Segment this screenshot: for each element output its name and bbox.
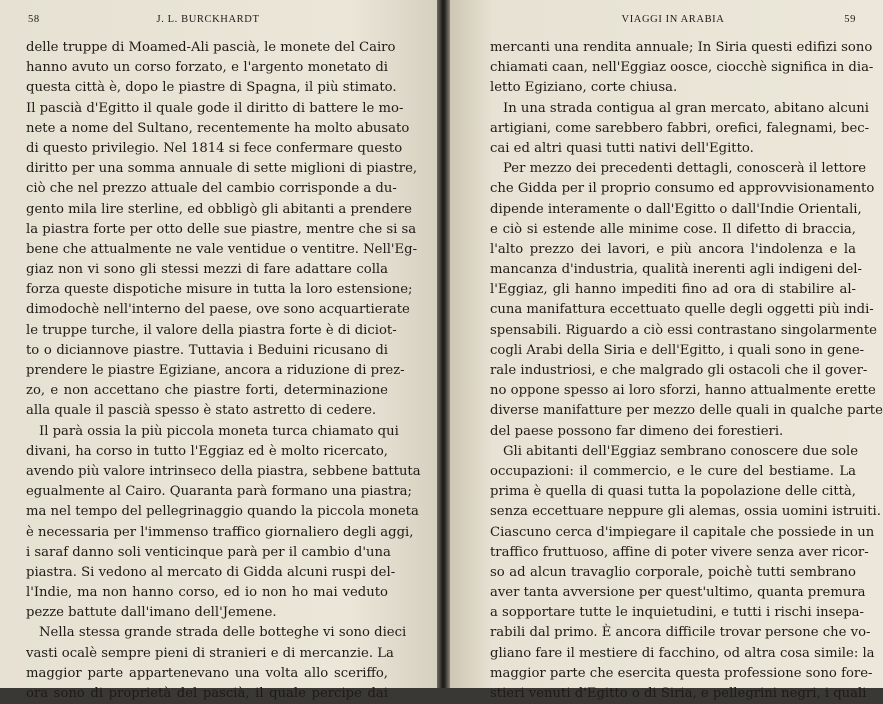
text-line: avendo più valore intrinseco della piastra, sebbene battuta: [26, 463, 421, 479]
text-line: Nella stessa grande strada delle botteghe vi sono dieci: [39, 625, 407, 641]
text-line: to o diciannove piastre. Tuttavia i Beduini ricusano di: [26, 342, 388, 358]
text-line: stieri venuti d'Egitto o di Siria, e pellegrini negri, i quali: [490, 686, 867, 701]
text-line: è necessaria per l'immenso traffico giornaliero degli aggi,: [26, 524, 414, 540]
left-text-block: [26, 38, 421, 704]
text-line: In una strada contigua al gran mercato, abitano alcuni: [503, 100, 870, 116]
text-line: senza eccettuare neppure gli alemas, ossia uomini istruiti.: [490, 504, 881, 520]
text-line: aver tanta avversione per quest'ultimo, quanta premura: [490, 585, 866, 601]
text-line: prendere le piastre Egiziane, ancora a riduzione di prez-: [26, 363, 405, 378]
text-line: chiamati caan, nell'Eggiaz oosce, ciocchè significa in dia-: [490, 60, 874, 76]
text-line: e ciò si estende alle minime cose. Il difetto di braccia,: [490, 221, 856, 237]
text-line: prima è quella di quasi tutta la popolazione delle città,: [490, 484, 856, 500]
text-line: questa città è, dopo le piastre di Spagna, il più stimato.: [26, 80, 397, 96]
text-line: vasti ocalè sempre pieni di stranieri e di mercanzie. La: [26, 645, 394, 661]
text-line: Il pascià d'Egitto il quale gode il diritto di battere le mo-: [26, 100, 404, 116]
text-line: divani, ha corso in tutto l'Eggiaz ed è molto ricercato,: [26, 443, 388, 459]
text-line: che Gidda per il proprio consumo ed approvvisionamento: [490, 181, 875, 197]
text-line: del paese possono far dimeno dei forestieri.: [490, 423, 784, 439]
text-line: piastra. Si vedono al mercato di Gidda alcuni ruspi del-: [26, 564, 396, 580]
text-line: di questo privilegio. Nel 1814 si fece confermare questo: [26, 140, 403, 156]
text-line: gento mila lire sterline, ed obbligò gli abitanti a prendere: [26, 201, 412, 217]
text-line: hanno avuto un corso forzato, e l'argento monetato di: [26, 60, 388, 76]
text-line: rabili dal primo. È ancora difficile trovar persone che vo-: [490, 625, 871, 641]
text-line: a sopportare tutte le inquietudini, e tutti i rischi insepa-: [490, 605, 864, 621]
text-line: so ad alcun travaglio corporale, poichè tutti sembrano: [490, 564, 856, 580]
text-line: dipende interamente o dall'Egitto o dall'Indie Orientali,: [490, 201, 862, 217]
text-line: le truppe turche, il valore della piastra forte è di diciot-: [26, 322, 397, 338]
text-line: mercanti una rendita annuale; In Siria questi edifizi sono: [490, 40, 873, 55]
text-line: traffico fruttuoso, affine di poter vivere senza aver ricor-: [490, 544, 869, 560]
left-page-number: 58: [28, 14, 40, 25]
left-page: [0, 0, 437, 701]
text-line: cuna manifattura eccettuato quelle degli oggetti più indi-: [490, 302, 874, 318]
text-line: diverse manifatture per mezzo delle quali in qualche parte: [490, 403, 883, 419]
text-line: artigiani, come sarebbero fabbri, orefici, falegnami, bec-: [490, 120, 870, 136]
text-line: no oppone spesso ai loro sforzi, hanno attualmente erette: [490, 383, 876, 399]
text-line: ora sono di proprietà del pascià, il quale percipe dai: [26, 686, 388, 701]
text-line: ma nel tempo del pellegrinaggio quando la piccola moneta: [26, 504, 419, 520]
text-line: delle truppe di Moamed-Ali pascià, le monete del Cairo: [26, 40, 396, 55]
text-line: spensabili. Riguardo a ciò essi contrastano singolarmente: [490, 322, 877, 338]
text-line: Per mezzo dei precedenti dettagli, conoscerà il lettore: [503, 161, 867, 177]
text-line: gliano fare il mestiere di facchino, od altra cosa simile: la: [490, 645, 875, 661]
text-line: l'alto prezzo dei lavori, e più ancora l'indolenza e la: [490, 241, 856, 257]
text-line: maggior parte che esercita questa professione sono fore-: [490, 665, 873, 681]
text-line: forza queste dispotiche misure in tutta la loro estensione;: [26, 282, 413, 298]
text-line: cai ed altri quasi tutti nativi dell'Egitto.: [490, 140, 754, 156]
text-line: l'Indie, ma non hanno corso, ed io non ho mai veduto: [26, 585, 388, 601]
text-line: rale industriosi, e che malgrado gli ostacoli che il gover-: [490, 363, 868, 378]
right-page-number: 59: [844, 14, 856, 25]
text-line: letto Egiziano, corte chiusa.: [490, 80, 678, 96]
text-line: nete a nome del Sultano, recentemente ha molto abusato: [26, 120, 410, 136]
text-line: diritto per una somma annuale di sette miglioni di piastre,: [26, 161, 418, 177]
text-line: l'Eggiaz, gli hanno impediti fino ad ora di stabilire al-: [490, 282, 856, 298]
text-line: giaz non vi sono gli stessi mezzi di fare adattare colla: [26, 262, 388, 278]
text-line: egualmente al Cairo. Quaranta parà formano una piastra;: [26, 484, 412, 500]
text-line: Ciascuno cerca d'impiegare il capitale che possiede in un: [490, 524, 875, 540]
text-line: pezze battute dall'imano dell'Jemene.: [26, 605, 277, 621]
right-text-block: [490, 38, 883, 704]
text-line: zo, e non accettano che piastre forti, determinazione: [26, 383, 388, 399]
text-line: Il parà ossia la più piccola moneta turca chiamato qui: [39, 423, 399, 439]
text-line: occupazioni: il commercio, e le cure del bestiame. La: [490, 463, 856, 479]
text-line: mancanza d'industria, qualità inerenti agli indigeni del-: [490, 262, 862, 278]
right-page: [450, 0, 883, 701]
text-line: ciò che nel prezzo attuale del cambio corrisponde a du-: [26, 181, 397, 197]
left-running-head: [28, 14, 388, 30]
right-running-title: VIAGGI IN ARABIA: [621, 14, 725, 25]
text-line: alla quale il pascià spesso è stato astretto di cedere.: [26, 403, 377, 419]
text-line: la piastra forte per otto delle sue piastre, mentre che si sa: [26, 221, 417, 237]
text-line: maggior parte appartenevano una volta allo sceriffo,: [26, 665, 388, 681]
text-line: dimodochè nell'interno del paese, ove sono acquartierate: [26, 302, 410, 318]
book-gutter: [437, 0, 450, 688]
text-line: bene che attualmente ne vale ventidue o ventitre. Nell'Eg-: [26, 241, 418, 257]
text-line: i saraf danno soli venticinque parà per il cambio d'una: [26, 544, 391, 560]
text-line: cogli Arabi della Siria e dell'Egitto, i quali sono in gene-: [490, 342, 865, 358]
right-running-head: [490, 14, 856, 30]
left-running-title: J. L. BURCKHARDT: [156, 14, 260, 25]
text-line: Gli abitanti dell'Eggiaz sembrano conoscere due sole: [503, 443, 859, 459]
